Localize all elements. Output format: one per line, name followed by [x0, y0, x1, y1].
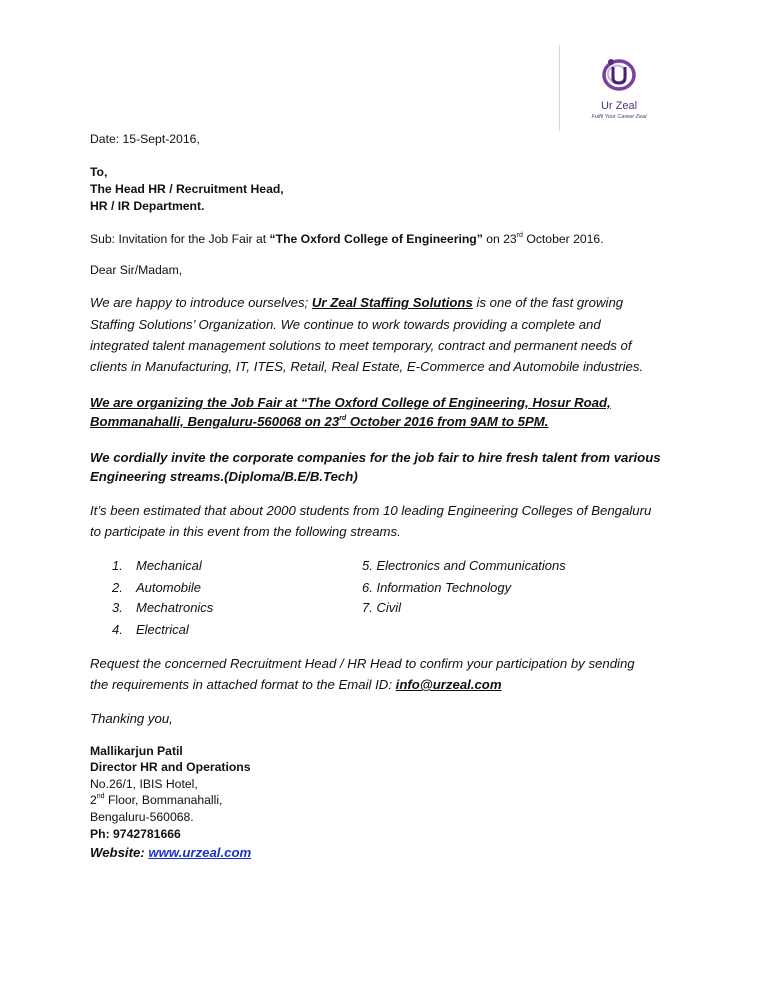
address-line-2	[90, 793, 222, 807]
subject-line	[90, 232, 604, 246]
phone-number: Ph: 9742781666	[90, 827, 181, 841]
stream-label: Automobile	[136, 580, 202, 595]
organizing-suffix: October 2016 from 9AM to 5PM.	[346, 414, 549, 429]
website-label: Website:	[90, 845, 149, 860]
stream-item: 7. Civil	[362, 600, 402, 615]
intro-line-4: clients in Manufacturing, IT, ITES, Retail, Real Estate, E-Commerce and Automobile industries.	[90, 359, 644, 374]
invite-line-2: Engineering streams.(Diploma/B.E/B.Tech)	[90, 469, 358, 484]
estimate-line-2: to participate in this event from the following streams.	[90, 524, 401, 539]
recipient-department: HR / IR Department.	[90, 199, 205, 213]
stream-number: 4.	[112, 622, 123, 637]
invite-line-1: We cordially invite the corporate companies for the job fair to hire fresh talent from various	[90, 450, 661, 465]
recipient-to: To,	[90, 165, 108, 179]
stream-item	[112, 600, 214, 615]
letter-date: Date: 15-Sept-2016,	[90, 132, 200, 146]
intro-suffix: is one of the fast growing	[472, 295, 624, 310]
stream-item: 5. Electronics and Communications	[362, 558, 566, 573]
stream-label: Mechanical	[136, 558, 202, 573]
intro-line-3: integrated talent management solutions to meet temporary, contract and permanent needs of	[90, 338, 632, 353]
logo-name: Ur Zeal	[600, 100, 638, 112]
address-line-3: Bengaluru-560068.	[90, 810, 194, 824]
stream-number: 2.	[112, 580, 123, 595]
request-line-2	[90, 677, 502, 692]
address-line-1: No.26/1, IBIS Hotel,	[90, 777, 198, 791]
website-line	[90, 845, 251, 860]
intro-prefix: We are happy to introduce ourselves;	[90, 295, 312, 310]
stream-item: 6. Information Technology	[362, 580, 512, 595]
thanking-you: Thanking you,	[90, 711, 173, 726]
signatory-title: Director HR and Operations	[90, 760, 251, 774]
estimate-line-1: It’s been estimated that about 2000 students from 10 leading Engineering Colleges of Bengaluru	[90, 503, 652, 518]
website-link[interactable]: www.urzeal.com	[148, 845, 252, 860]
stream-item	[112, 558, 202, 573]
stream-item	[112, 622, 189, 637]
stream-item	[112, 580, 202, 595]
subject-college: “The Oxford College of Engineering”	[269, 232, 483, 246]
email-link[interactable]: info@urzeal.com	[395, 677, 502, 692]
company-logo	[559, 45, 678, 131]
recipient-title: The Head HR / Recruitment Head,	[90, 182, 284, 196]
salutation: Dear Sir/Madam,	[90, 263, 183, 277]
intro-line-2: Staffing Solutions’ Organization. We continue to work towards providing a complete and	[90, 317, 601, 332]
stream-number: 3.	[112, 600, 123, 615]
logo-tagline: Fulfil Your Career Zeal	[591, 114, 647, 120]
floor-number: 2	[90, 793, 97, 807]
floor-sup: nd	[96, 793, 105, 800]
organizing-sup: rd	[339, 415, 347, 422]
subject-prefix: Sub: Invitation for the Job Fair at	[90, 232, 270, 246]
floor-rest: Floor, Bommanahalli,	[104, 793, 223, 807]
subject-on: on 23	[482, 232, 517, 246]
stream-label: Electrical	[136, 622, 189, 637]
subject-sup: rd	[516, 232, 523, 239]
request-prefix: the requirements in attached format to the Email ID:	[90, 677, 396, 692]
subject-rest: October 2016.	[522, 232, 604, 246]
urzeal-logo-icon	[560, 45, 678, 105]
intro-line-1	[90, 295, 623, 310]
stream-label: Mechatronics	[136, 600, 214, 615]
organizing-prefix: Bommanahalli, Bengaluru-560068 on 23	[90, 414, 340, 429]
organizing-line-2	[90, 414, 548, 429]
request-line-1: Request the concerned Recruitment Head / HR Head to confirm your participation by sending	[90, 656, 635, 671]
stream-number: 1.	[112, 558, 123, 573]
signatory-name: Mallikarjun Patil	[90, 744, 183, 758]
company-name: Ur Zeal Staffing Solutions	[311, 295, 473, 310]
organizing-line-1: We are organizing the Job Fair at “The Oxford College of Engineering, Hosur Road,	[90, 395, 611, 410]
